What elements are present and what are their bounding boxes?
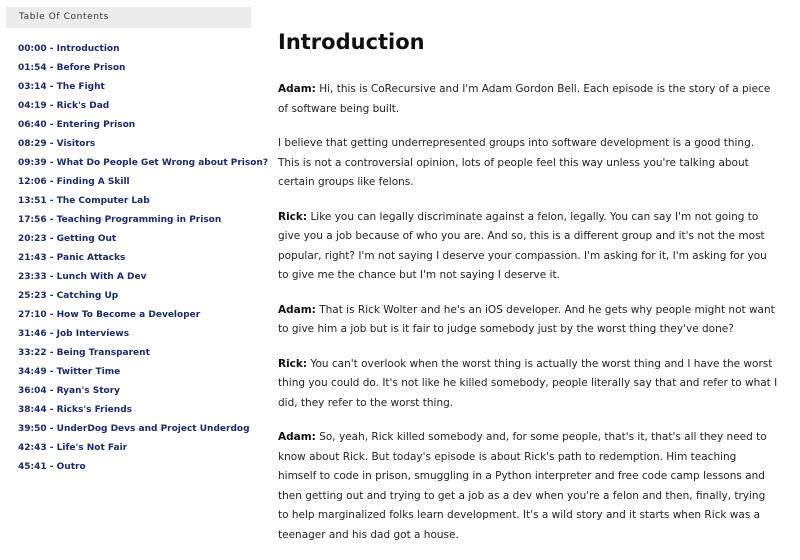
toc-item[interactable]: 08:29 - Visitors bbox=[18, 139, 96, 149]
transcript-paragraph bbox=[278, 355, 778, 414]
paragraph-text: Like you can legally discriminate against a felon, legally. You can say I'm not going to give you a job because of who you are. And so, this is a different group and it's not the most popular, right? I'm not saying I deserve your compassion. I'm asking for it, I'm asking for you to give me the chance but I'm not saying I deserve it. bbox=[278, 210, 767, 281]
toc-item[interactable]: 45:41 - Outro bbox=[18, 462, 86, 472]
toc-item[interactable]: 12:06 - Finding A Skill bbox=[18, 177, 130, 187]
toc-item[interactable]: 31:46 - Job Interviews bbox=[18, 329, 130, 339]
transcript-paragraph bbox=[278, 208, 778, 286]
toc-item[interactable]: 39:50 - UnderDog Devs and Project Underdog bbox=[18, 424, 250, 434]
paragraph-text: You can't overlook when the worst thing is actually the worst thing and I have the worst thing you could do. It's not like he killed somebody, people literally say that and refer to what I did, they refer to the worst thing. bbox=[278, 357, 778, 409]
toc-item[interactable]: 17:56 - Teaching Programming in Prison bbox=[18, 215, 222, 225]
transcript-paragraph bbox=[278, 301, 778, 340]
toc-item[interactable]: 06:40 - Entering Prison bbox=[18, 120, 136, 130]
speaker-name: Adam: bbox=[278, 83, 316, 95]
toc-item[interactable]: 25:23 - Catching Up bbox=[18, 291, 119, 301]
paragraph-text: So, yeah, Rick killed somebody and, for some people, that's it, that's all they need to know about Rick. But today's episode is about Rick's path to redemption. Him teaching himself to code in prison, smuggling in a Python interpreter and free code camp lessons and then getting out and trying to get a job as a dev when you're a felon and then, finally, trying to help marginalized folks learn development. It's a wild story and it starts when Rick was a teenager and his dad got a house. bbox=[278, 431, 767, 541]
speaker-name: Adam: bbox=[278, 303, 316, 316]
transcript-paragraph bbox=[278, 80, 778, 119]
toc-list bbox=[6, 28, 269, 477]
speaker-name: Rick: bbox=[278, 210, 308, 223]
paragraph-text: That is Rick Wolter and he's an iOS developer. And he gets why people might not want to give him a job but is it fair to judge somebody just by the worst thing they've done? bbox=[278, 303, 775, 335]
toc-item[interactable]: 33:22 - Being Transparent bbox=[18, 348, 150, 358]
speaker-name: Adam: bbox=[278, 431, 316, 443]
toc-item[interactable]: 21:43 - Panic Attacks bbox=[18, 253, 126, 263]
toc-item[interactable]: 09:39 - What Do People Get Wrong about Prison? bbox=[18, 158, 269, 168]
toc-item[interactable]: 13:51 - The Computer Lab bbox=[18, 196, 150, 206]
section-title: Introduction bbox=[278, 30, 425, 54]
toc-item[interactable]: 38:44 - Ricks's Friends bbox=[18, 405, 132, 415]
toc-item[interactable]: 03:14 - The Fight bbox=[18, 82, 105, 92]
speaker-name: Rick: bbox=[278, 357, 308, 370]
toc-item[interactable]: 36:04 - Ryan's Story bbox=[18, 386, 121, 396]
transcript-paragraph bbox=[278, 428, 778, 545]
paragraph-text: I believe that getting underrepresented groups into software development is a good thing. This is not a controversial opinion, lots of people feel this way unless you're talking about certain groups like felons. bbox=[278, 137, 755, 188]
transcript bbox=[278, 26, 778, 560]
toc-item[interactable]: 42:43 - Life's Not Fair bbox=[18, 443, 128, 453]
table-of-contents bbox=[6, 7, 269, 477]
paragraph-text: Hi, this is CoRecursive and I'm Adam Gordon Bell. Each episode is the story of a piece of software being built. bbox=[278, 83, 771, 115]
toc-item[interactable]: 23:33 - Lunch With A Dev bbox=[18, 272, 147, 282]
transcript-paragraph bbox=[278, 134, 778, 193]
toc-item[interactable]: 04:19 - Rick's Dad bbox=[18, 101, 110, 111]
toc-item[interactable]: 01:54 - Before Prison bbox=[18, 63, 126, 73]
toc-item[interactable]: 20:23 - Getting Out bbox=[18, 234, 117, 244]
toc-item[interactable]: 27:10 - How To Become a Developer bbox=[18, 310, 201, 320]
toc-header: Table Of Contents bbox=[6, 7, 251, 28]
toc-item[interactable]: 34:49 - Twitter Time bbox=[18, 367, 121, 377]
toc-item[interactable]: 00:00 - Introduction bbox=[18, 44, 120, 54]
